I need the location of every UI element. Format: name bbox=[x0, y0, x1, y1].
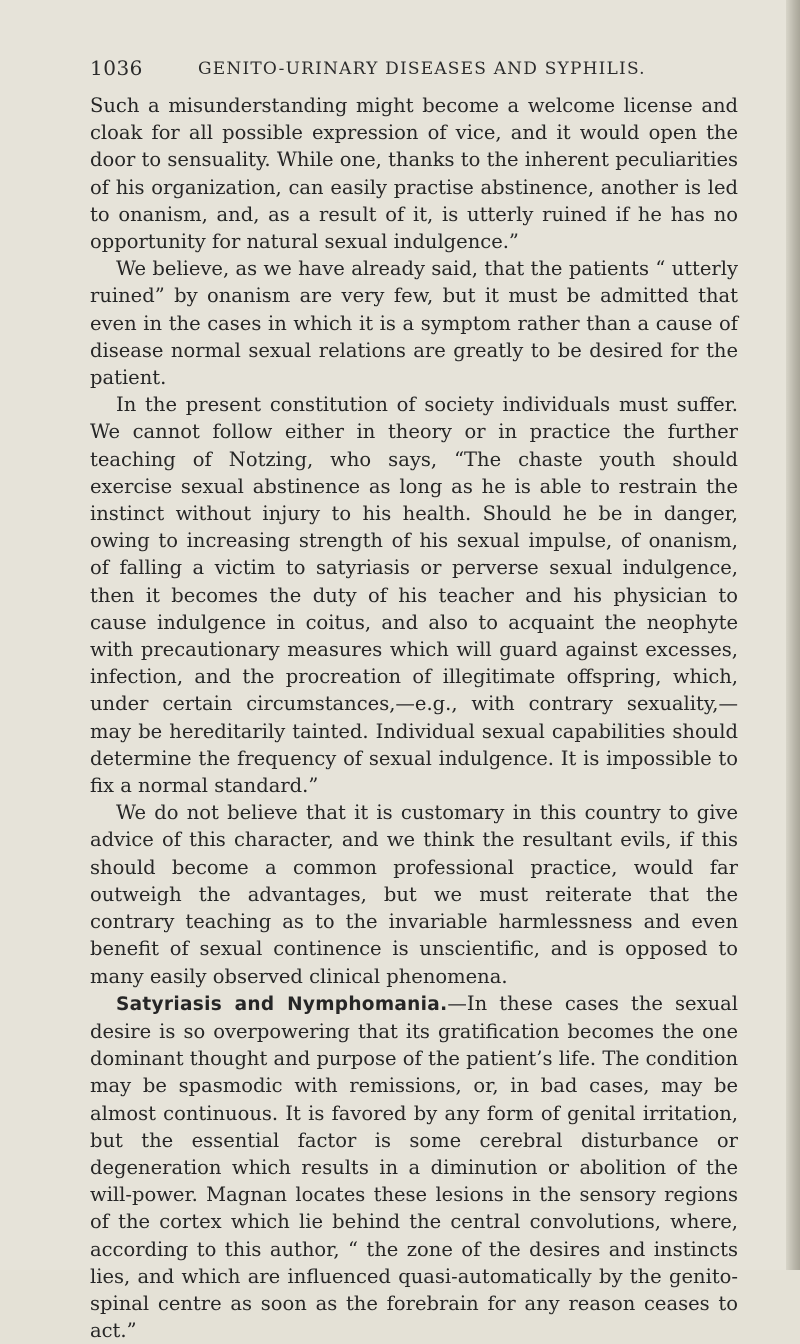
section-body: —In these cases the sexual desire is so overpowering that its gratification becomes the one dominant thought and purpose of the patient’s life. The condition may be spasmodic with remissions, or, in bad cases, may be almost continuous. It is favored by any form of genital irritation, but the essential factor is some cerebral disturbance or degeneration which results in a diminution or abolition of the will-power. Magnan locates these lesions in the sensory regions of the cortex which lie behind the central convolutions, where, according to this author, “ the zone of the desires and instincts lies, and which are influenced quasi-automatically by the genito-spinal centre as soon as the forebrain for any reason ceases to act.” bbox=[90, 991, 738, 1343]
page-header bbox=[90, 56, 750, 86]
paragraph-notzing: In the present constitution of society individuals must suffer. We cannot follow either in theory or in practice the further teaching of Notzing, who says, “The chaste youth should exercise sexual abstinence as long as he is able to restrain the instinct without injury to his health. Should he be in danger, owing to increasing strength of his sexual impulse, of onanism, of falling a victim to satyriasis or perverse sexual indulgence, then it becomes the duty of his teacher and his physician to cause indulgence in coitus, and also to acquaint the neophyte with precautionary measures which will guard against excesses, infection, and the procreation of illegitimate offspring, which, under certain circumstances,—e.g., with contrary sexuality,—may be hereditarily tainted. Individual sexual capabilities should determine the frequency of sexual indulgence. It is impossible to fix a normal standard.” bbox=[90, 393, 738, 798]
paragraph-belief: We believe, as we have already said, that the patients “ utterly ruined” by onanism are very few, but it must be admitted that even in the cases in which it is a symptom rather than a cause of disease normal sexual relations are greatly to be desired for the patient. bbox=[90, 257, 738, 390]
page-edge bbox=[786, 0, 800, 1270]
paragraph-continuation: Such a misunderstanding might become a welcome license and cloak for all possible expression of vice, and it would open the door to sensuality. While one, thanks to the inherent peculiarities of his organization, can easily practise abstinence, another is led to onanism, and, as a result of it, is utterly ruined if he has no opportunity for natural sexual indulgence.” bbox=[90, 94, 738, 254]
paragraph-advice: We do not believe that it is customary in this country to give advice of this character, and we think the resultant evils, if this should become a common professional practice, would far outweigh the advantages, but we must reiterate that the contrary teaching as to the invariable harmlessness and even benefit of sexual continence is unscientific, and is opposed to many easily observed clinical phenomena. bbox=[90, 801, 738, 988]
page-number: 1036 bbox=[90, 56, 143, 80]
body-text bbox=[90, 92, 738, 1344]
running-title: GENITO-URINARY DISEASES AND SYPHILIS. bbox=[198, 59, 646, 79]
section-title: Satyriasis and Nymphomania. bbox=[116, 993, 448, 1015]
paragraph-satyriasis bbox=[90, 990, 738, 1344]
